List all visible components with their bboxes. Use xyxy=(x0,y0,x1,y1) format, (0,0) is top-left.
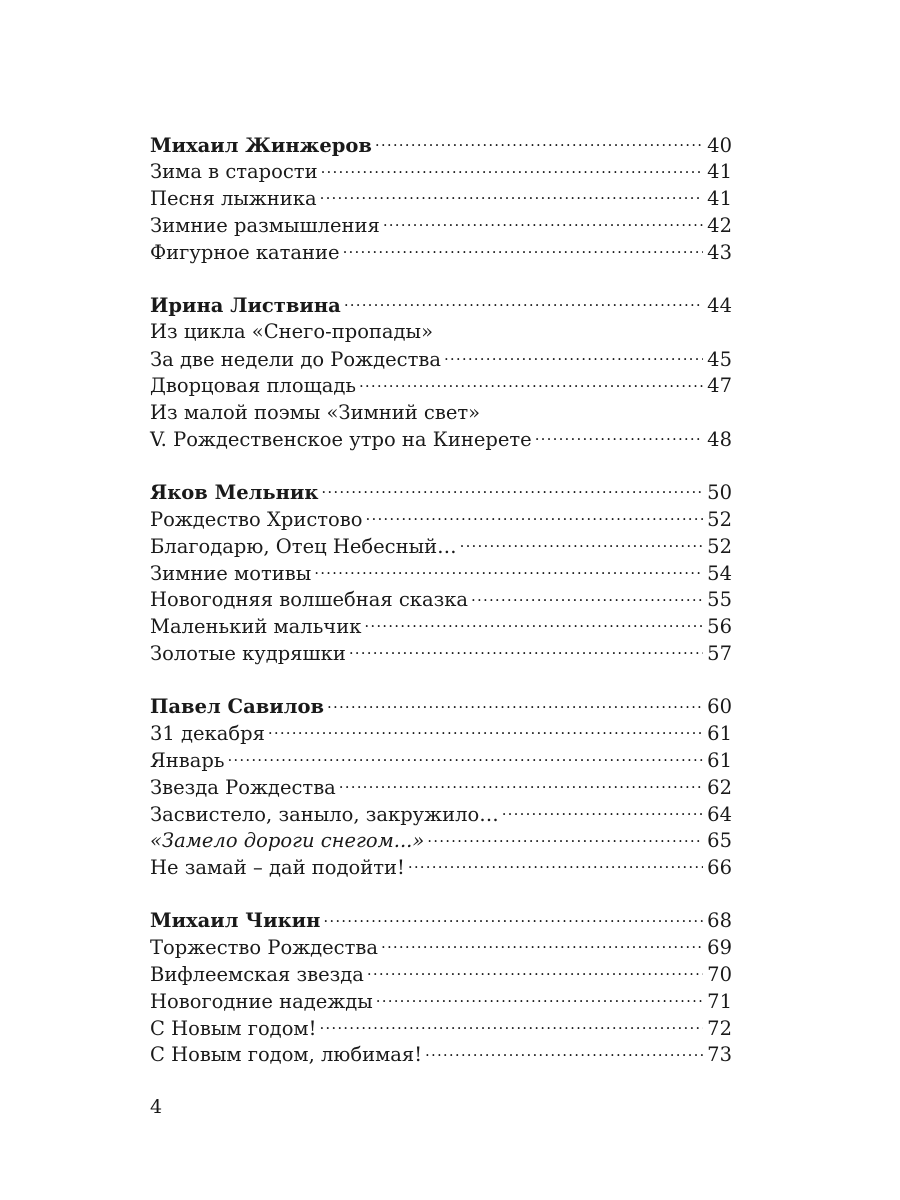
entry-title: Не замай – дай подойти! xyxy=(150,856,405,880)
page-number: 41 xyxy=(707,187,732,211)
page-number: 65 xyxy=(707,829,732,853)
entry-title: «Замело дороги снегом...» xyxy=(150,829,425,853)
page-number: 50 xyxy=(707,481,732,505)
entry-title: С Новым годом! xyxy=(150,1016,317,1040)
dot-leader xyxy=(349,641,703,661)
dot-leader xyxy=(364,614,703,634)
dot-leader xyxy=(359,373,703,393)
toc-entry-row xyxy=(150,587,732,614)
toc-entry-row xyxy=(150,159,732,186)
entry-title: Золотые кудряшки xyxy=(150,642,346,666)
page-number: 72 xyxy=(707,1016,732,1040)
entry-title: Звезда Рождества xyxy=(150,775,336,799)
dot-leader xyxy=(425,1042,703,1062)
toc-cycle-heading xyxy=(150,400,732,427)
toc-author-row xyxy=(150,908,732,935)
dot-leader xyxy=(314,560,703,580)
toc-entry-row xyxy=(150,186,732,213)
page-number: 42 xyxy=(707,213,732,237)
page-number: 57 xyxy=(707,642,732,666)
page-number: 66 xyxy=(707,856,732,880)
page-number: 68 xyxy=(707,909,732,933)
page-number: 48 xyxy=(707,427,732,451)
toc-entry-row xyxy=(150,614,732,641)
dot-leader xyxy=(408,855,703,875)
table-of-contents xyxy=(150,132,732,1095)
toc-entry-row xyxy=(150,560,732,587)
dot-leader xyxy=(471,587,703,607)
dot-leader xyxy=(343,239,703,259)
toc-author-row xyxy=(150,292,732,319)
dot-leader xyxy=(320,186,703,206)
toc-entry-row xyxy=(150,426,732,453)
dot-leader xyxy=(502,801,703,821)
toc-entry-row xyxy=(150,507,732,534)
entry-title: Новогодние надежды xyxy=(150,989,373,1013)
toc-author-row xyxy=(150,480,732,507)
toc-entry-row xyxy=(150,641,732,668)
page-number: 61 xyxy=(707,722,732,746)
dot-leader xyxy=(344,292,703,312)
toc-entry-row xyxy=(150,1042,732,1069)
dot-leader xyxy=(460,533,703,553)
toc-section-zhinzherov xyxy=(150,132,732,266)
page-number: 40 xyxy=(707,133,732,157)
page-number: 52 xyxy=(707,508,732,532)
page-number: 61 xyxy=(707,748,732,772)
dot-leader xyxy=(321,159,703,179)
dot-leader xyxy=(327,694,703,714)
toc-entry-row xyxy=(150,828,732,855)
toc-section-savilov xyxy=(150,694,732,882)
page-folio-number: 4 xyxy=(150,1096,163,1118)
toc-entry-row xyxy=(150,747,732,774)
dot-leader xyxy=(427,828,703,848)
dot-leader xyxy=(383,212,703,232)
author-name: Ирина Листвина xyxy=(150,293,341,317)
dot-leader xyxy=(321,480,703,500)
author-name: Михаил Жинжеров xyxy=(150,133,372,157)
page-number: 70 xyxy=(707,963,732,987)
toc-author-row xyxy=(150,132,732,159)
author-name: Павел Савилов xyxy=(150,695,325,719)
entry-title: Вифлеемская звезда xyxy=(150,963,364,987)
dot-leader xyxy=(227,747,703,767)
dot-leader xyxy=(323,908,703,928)
page-number: 73 xyxy=(707,1043,732,1067)
toc-section-chikin xyxy=(150,908,732,1069)
dot-leader xyxy=(376,988,703,1008)
dot-leader xyxy=(444,346,703,366)
entry-title: Рождество Христово xyxy=(150,508,363,532)
page-number: 56 xyxy=(707,615,732,639)
toc-entry-row xyxy=(150,721,732,748)
toc-entry-row xyxy=(150,935,732,962)
toc-entry-row xyxy=(150,533,732,560)
page-number: 71 xyxy=(707,989,732,1013)
page-number: 45 xyxy=(707,347,732,371)
page-number: 52 xyxy=(707,534,732,558)
page-number: 55 xyxy=(707,588,732,612)
dot-leader xyxy=(268,721,703,741)
toc-entry-row xyxy=(150,962,732,989)
author-name: Михаил Чикин xyxy=(150,909,321,933)
toc-entry-row xyxy=(150,1015,732,1042)
page-number: 62 xyxy=(707,775,732,799)
entry-title: Песня лыжника xyxy=(150,187,317,211)
page-number: 43 xyxy=(707,240,732,264)
toc-section-melnik xyxy=(150,480,732,668)
page-number: 54 xyxy=(707,561,732,585)
dot-leader xyxy=(367,962,703,982)
entry-title: Из цикла «Снего-пропады» xyxy=(150,320,434,344)
entry-title: 31 декабря xyxy=(150,722,265,746)
page-number: 44 xyxy=(707,293,732,317)
author-name: Яков Мельник xyxy=(150,481,319,505)
entry-title: V. Рождественское утро на Кинерете xyxy=(150,427,532,451)
entry-title: Зима в старости xyxy=(150,160,318,184)
toc-entry-row xyxy=(150,855,732,882)
toc-entry-row xyxy=(150,801,732,828)
dot-leader xyxy=(366,507,703,527)
toc-entry-row xyxy=(150,988,732,1015)
page-number: 60 xyxy=(707,695,732,719)
entry-title: Засвистело, заныло, закружило… xyxy=(150,802,499,826)
toc-entry-row xyxy=(150,212,732,239)
entry-title: Фигурное катание xyxy=(150,240,340,264)
entry-title: Зимние мотивы xyxy=(150,561,312,585)
entry-title: С Новым годом, любимая! xyxy=(150,1043,423,1067)
toc-entry-row xyxy=(150,373,732,400)
entry-title: Новогодняя волшебная сказка xyxy=(150,588,469,612)
page-number: 69 xyxy=(707,936,732,960)
dot-leader xyxy=(381,935,703,955)
dot-leader xyxy=(535,426,703,446)
entry-title: Дворцовая площадь xyxy=(150,374,356,398)
dot-leader xyxy=(319,1015,703,1035)
dot-leader xyxy=(339,774,703,794)
page-number: 47 xyxy=(707,374,732,398)
entry-title: Торжество Рождества xyxy=(150,936,378,960)
dot-leader xyxy=(375,132,703,152)
entry-title: За две недели до Рождества xyxy=(150,347,441,371)
toc-entry-row xyxy=(150,239,732,266)
page-number: 41 xyxy=(707,160,732,184)
entry-title: Маленький мальчик xyxy=(150,615,362,639)
page-number: 64 xyxy=(707,802,732,826)
toc-cycle-heading xyxy=(150,319,732,346)
toc-author-row xyxy=(150,694,732,721)
toc-entry-row xyxy=(150,346,732,373)
entry-title: Благодарю, Отец Небесный… xyxy=(150,534,457,558)
entry-title: Зимние размышления xyxy=(150,213,380,237)
toc-section-listvina xyxy=(150,292,732,453)
entry-title: Январь xyxy=(150,748,225,772)
toc-entry-row xyxy=(150,774,732,801)
entry-title: Из малой поэмы «Зимний свет» xyxy=(150,400,481,424)
